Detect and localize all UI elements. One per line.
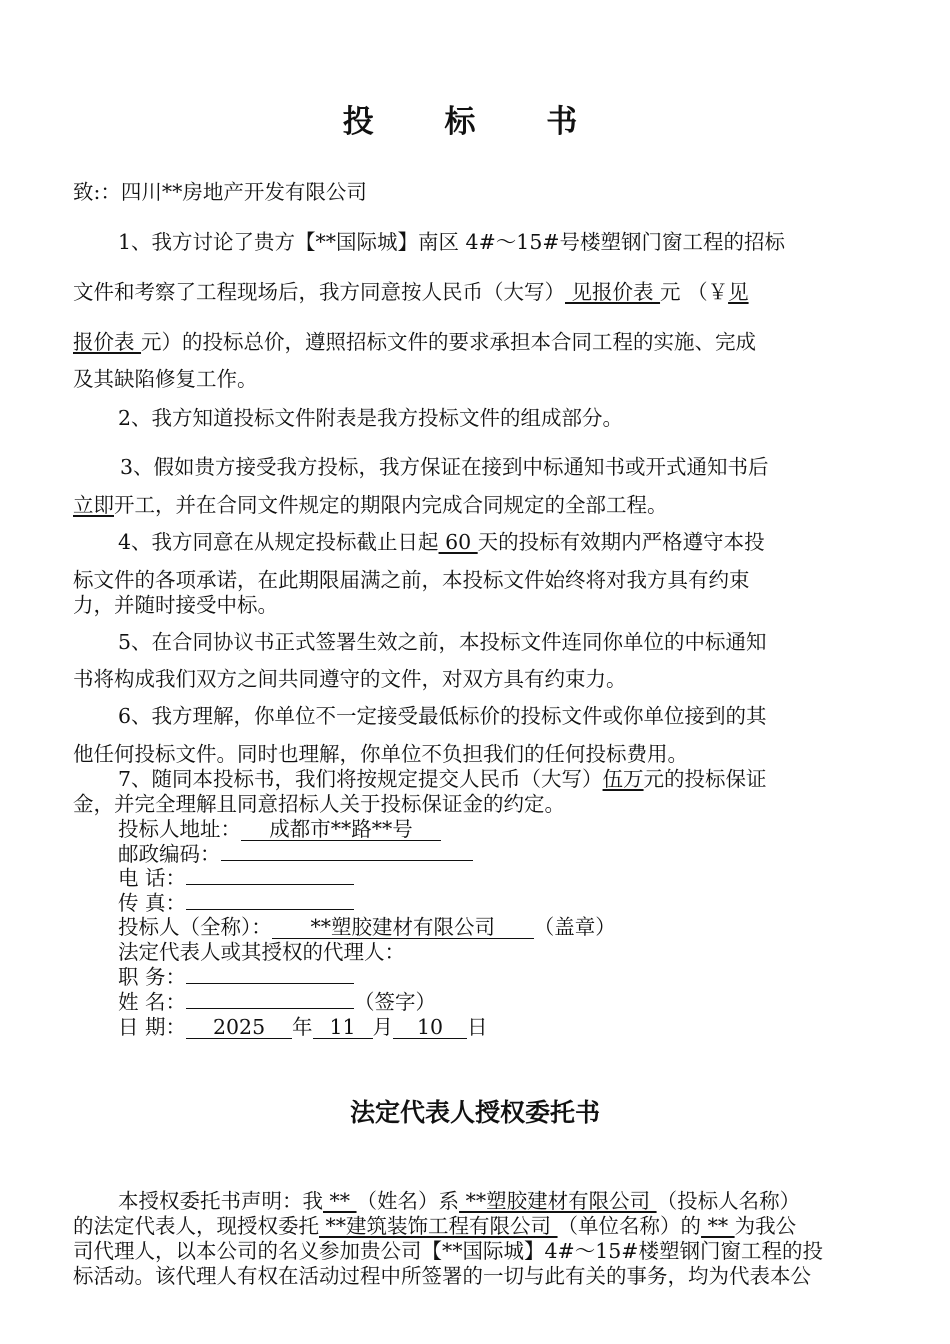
p7-line-1-text: 7、随同本投标书，我们将按规定提交人民币（大写） [118,767,603,791]
postcode-label: 邮政编码： [118,842,221,866]
p6-line-1: 6、我方理解，你单位不一定接受最低标价的投标文件或你单位接到的其 [118,704,767,728]
p1-line-3-text: 元）的投标总价，遵照招标文件的要求承担本合同工程的实施、完成 [141,330,757,354]
p3-line-2-text: 开工，并在合同文件规定的期限内完成合同规定的全部工程。 [114,493,668,517]
date-label: 日 期： [118,1015,187,1039]
year-unit: 年 [292,1015,313,1039]
date-month: 11 [313,1016,373,1039]
p3-line-2 [73,488,668,518]
deposit-amount: 伍万 [602,767,644,791]
bidder-company: **塑胶建材有限公司 [459,1189,657,1213]
p4-line-1-tail: 天的投标有效期内严格遵守本投 [477,530,765,554]
p2-line: 2、我方知道投标文件附表是我方投标文件的组成部分。 [118,406,624,430]
p1-line-4: 及其缺陷修复工作。 [73,367,258,391]
date-day: 10 [393,1016,467,1039]
seal-note: （盖章） [533,915,616,939]
auth-line-3: 司代理人，以本公司的名义参加贵公司【**国际城】4#～15#楼塑钢门窗工程的投 [73,1239,823,1263]
price-yen-part-1: 见 [728,280,749,304]
address-label: 投标人地址： [118,817,241,841]
auth-line-1-tail: （投标人名称） [656,1189,801,1213]
p4-line-1-text: 4、我方同意在从规定投标截止日起 [118,530,439,554]
representative-label: 法定代表人或其授权的代理人： [118,940,405,964]
p7-line-1-tail: 元的投标保证 [643,767,767,791]
auth-line-2-text: 的法定代表人，现授权委托 [73,1214,319,1238]
p1-line-2-text: 文件和考察了工程现场后，我方同意按人民币（大写） [73,280,565,304]
address-value: 成都市**路**号 [241,818,441,841]
p1-line-3 [73,325,756,355]
auth-line-4: 标活动。该代理人有权在活动过程中所签署的一切与此有关的事务，均为代表本公 [73,1264,811,1288]
auth-line-2-tail: 为我公 [734,1214,797,1238]
p4-line-2: 标文件的各项承诺，在此期限届满之前，本投标文件始终将对我方具有约束 [73,568,750,592]
name-label: 姓 名： [118,990,187,1014]
fax-blank [186,891,354,910]
auth-line-2-mid: （单位名称）的 [557,1214,702,1238]
day-unit: 日 [467,1015,488,1039]
fax-label: 传 真： [118,891,187,915]
authorization-title: 法定代表人授权委托书 [349,1098,600,1127]
auth-line-1-text: 本授权委托书声明：我 [118,1189,323,1213]
position-blank [186,965,354,984]
price-yen-part-2: 报价表 [73,330,142,354]
p4-line-1 [118,525,765,555]
month-unit: 月 [372,1015,394,1039]
p4-line-3: 力，并随时接受中标。 [73,593,278,617]
bidder-name: **塑胶建材有限公司 [272,916,534,939]
date-year: 2025 [186,1016,292,1039]
legal-rep-name: ** [323,1189,357,1213]
phone-label: 电 话： [118,866,187,890]
agent-company: **建筑装饰工程有限公司 [319,1214,558,1238]
p1-line-1: 1、我方讨论了贵方【**国际城】南区 4#～15#号楼塑钢门窗工程的招标 [118,230,786,254]
name-blank [186,990,354,1009]
p1-line-2-tail: 元 （￥ [660,280,729,304]
price-in-words: 见报价表 [565,280,661,304]
validity-days: 60 [438,530,478,554]
position-label: 职 务： [118,965,187,989]
p5-line-2: 书将构成我们双方之间共同遵守的文件，对双方具有约束力。 [73,667,627,691]
start-immediately: 立即 [73,493,114,517]
p3-line-1: 3、假如贵方接受我方投标，我方保证在接到中标通知书或开式通知书后 [120,455,769,479]
document-title: 投 标 书 [342,104,608,140]
agent-name: ** [701,1214,735,1238]
bidder-label: 投标人（全称）： [118,915,272,939]
phone-blank [186,866,354,885]
p5-line-1: 5、在合同协议书正式签署生效之前，本投标文件连同你单位的中标通知 [118,630,767,654]
sign-note: （签字） [354,990,437,1014]
postcode-blank [221,842,473,861]
date-row [118,1010,488,1040]
auth-line-1-mid: （姓名）系 [356,1189,460,1213]
p1-line-2 [73,275,749,305]
p7-line-2: 金，并完全理解且同意招标人关于投标保证金的约定。 [73,792,565,816]
recipient-line: 致:：四川**房地产开发有限公司 [73,180,367,204]
p6-line-2: 他任何投标文件。同时也理解，你单位不负担我们的任何投标费用。 [73,742,688,766]
